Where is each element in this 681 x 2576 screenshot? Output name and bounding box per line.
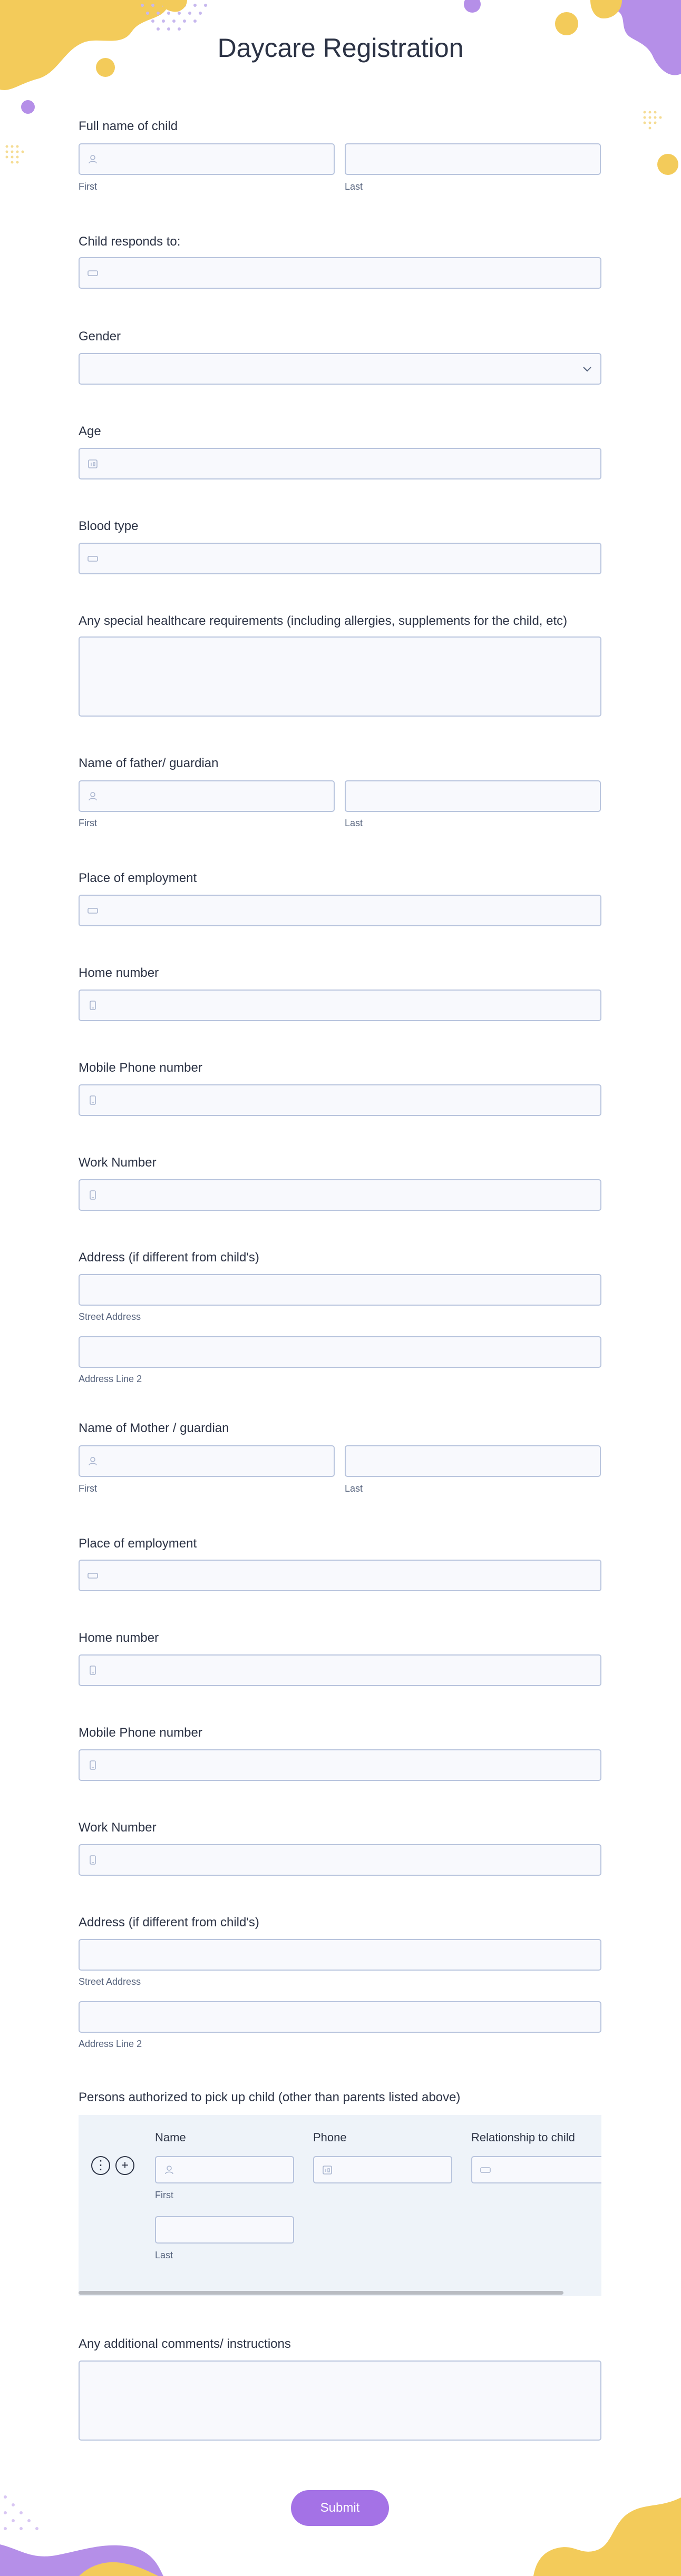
form-title: Daycare Registration	[217, 33, 464, 63]
father-first-sublabel: First	[79, 818, 97, 828]
child-last-sublabel: Last	[345, 181, 363, 192]
father-address-line2-input[interactable]	[79, 1336, 601, 1368]
mother-employment-input[interactable]	[79, 1560, 601, 1591]
pickup-phone-input[interactable]	[313, 2156, 452, 2183]
father-address-label: Address (if different from child's)	[79, 1250, 259, 1265]
age-input[interactable]	[79, 448, 601, 479]
mother-mobile-label: Mobile Phone number	[79, 1726, 202, 1740]
submit-button[interactable]: Submit	[291, 2490, 389, 2526]
mother-last-sublabel: Last	[345, 1483, 363, 1494]
person-icon	[87, 790, 99, 802]
father-street-sublabel: Street Address	[79, 1311, 141, 1322]
father-line2-sublabel: Address Line 2	[79, 1374, 142, 1384]
id-card-icon	[87, 553, 99, 564]
pickup-first-name-input[interactable]	[155, 2156, 294, 2183]
pickup-column-name: Name	[155, 2131, 186, 2144]
id-card-icon	[480, 2164, 491, 2176]
mother-home-label: Home number	[79, 1631, 159, 1645]
mother-street-sublabel: Street Address	[79, 1976, 141, 1987]
comments-textarea[interactable]	[79, 2360, 601, 2441]
mother-line2-sublabel: Address Line 2	[79, 2039, 142, 2049]
father-employment-label: Place of employment	[79, 871, 197, 885]
father-mobile-label: Mobile Phone number	[79, 1061, 202, 1075]
child-first-sublabel: First	[79, 181, 97, 192]
comments-label: Any additional comments/ instructions	[79, 2337, 291, 2351]
mother-address-label: Address (if different from child's)	[79, 1915, 259, 1929]
mother-name-label: Name of Mother / guardian	[79, 1421, 229, 1435]
healthcare-textarea[interactable]	[79, 636, 601, 717]
father-mobile-input[interactable]	[79, 1084, 601, 1116]
pickup-column-phone: Phone	[313, 2131, 347, 2144]
more-options-icon[interactable]: ⋮	[91, 2156, 110, 2175]
person-icon	[87, 153, 99, 165]
person-icon	[163, 2164, 175, 2176]
father-employment-input[interactable]	[79, 895, 601, 926]
blood-type-label: Blood type	[79, 519, 139, 533]
responds-to-input[interactable]	[79, 257, 601, 289]
top-small-yellow-blob-decoration	[158, 0, 190, 16]
responds-to-label: Child responds to:	[79, 234, 181, 249]
father-last-sublabel: Last	[345, 818, 363, 828]
pickup-last-sublabel: Last	[155, 2250, 173, 2260]
chevron-down-icon	[581, 363, 593, 375]
phone-icon	[87, 1854, 99, 1866]
phone-icon	[87, 1189, 99, 1201]
age-label: Age	[79, 424, 101, 438]
father-name-label: Name of father/ guardian	[79, 756, 219, 770]
person-icon	[87, 1455, 99, 1467]
phone-icon	[87, 1759, 99, 1771]
pickup-relationship-input[interactable]	[471, 2156, 601, 2183]
phone-icon	[87, 1094, 99, 1106]
healthcare-label: Any special healthcare requirements (including allergies, supplements for the child, etc)	[79, 614, 568, 628]
gender-label: Gender	[79, 329, 121, 344]
child-first-name-input[interactable]	[79, 143, 335, 175]
father-street-input[interactable]	[79, 1274, 601, 1306]
pickup-last-name-input[interactable]	[155, 2216, 294, 2244]
gender-select[interactable]	[79, 353, 601, 385]
pickup-first-sublabel: First	[155, 2190, 173, 2200]
bottom-right-blob-decoration	[523, 2476, 681, 2576]
add-icon[interactable]: +	[115, 2156, 134, 2175]
mother-street-input[interactable]	[79, 1939, 601, 1971]
father-home-label: Home number	[79, 966, 159, 980]
mother-last-name-input[interactable]	[345, 1445, 601, 1477]
left-yellow-dots-decoration	[3, 142, 26, 165]
top-right-purple-dot-decoration	[462, 0, 483, 15]
purple-dot-decoration	[20, 99, 36, 115]
father-work-label: Work Number	[79, 1155, 157, 1170]
right-dots-decoration	[640, 108, 664, 131]
father-home-input[interactable]	[79, 990, 601, 1021]
pickup-table	[79, 2115, 601, 2296]
father-work-input[interactable]	[79, 1179, 601, 1211]
mother-mobile-input[interactable]	[79, 1749, 601, 1781]
id-card-icon	[87, 267, 99, 279]
child-name-label: Full name of child	[79, 119, 178, 133]
mother-work-label: Work Number	[79, 1820, 157, 1835]
calendar-icon	[87, 458, 99, 469]
phone-icon	[87, 1664, 99, 1676]
pickup-table-scrollbar[interactable]	[79, 2291, 563, 2295]
blood-type-input[interactable]	[79, 543, 601, 574]
pickup-column-relationship: Relationship to child	[471, 2131, 575, 2144]
child-last-name-input[interactable]	[345, 143, 601, 175]
father-last-name-input[interactable]	[345, 780, 601, 812]
mother-first-name-input[interactable]	[79, 1445, 335, 1477]
mother-home-input[interactable]	[79, 1654, 601, 1686]
id-card-icon	[87, 1570, 99, 1581]
mother-work-input[interactable]	[79, 1844, 601, 1876]
calendar-icon	[322, 2164, 333, 2176]
mother-address-line2-input[interactable]	[79, 2001, 601, 2033]
mother-employment-label: Place of employment	[79, 1536, 197, 1551]
id-card-icon	[87, 905, 99, 916]
mother-first-sublabel: First	[79, 1483, 97, 1494]
father-first-name-input[interactable]	[79, 780, 335, 812]
pickup-label: Persons authorized to pick up child (other than parents listed above)	[79, 2090, 461, 2104]
right-yellow-dot-decoration	[656, 153, 679, 176]
phone-icon	[87, 1000, 99, 1011]
bottom-left-blob-decoration	[0, 2486, 169, 2576]
